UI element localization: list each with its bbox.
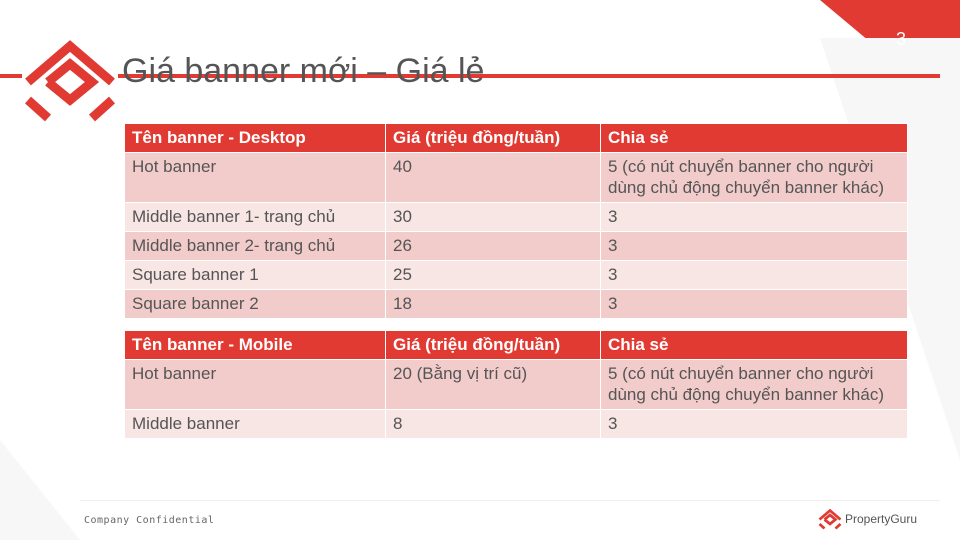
column-header: Giá (triệu đồng/tuần): [386, 331, 601, 360]
column-header: Tên banner - Mobile: [125, 331, 386, 360]
propertyguru-logo-icon: [22, 38, 118, 122]
table-header-row: [125, 331, 908, 360]
banner-name-cell: Middle banner: [125, 410, 386, 439]
footer-brand-logo: [818, 508, 917, 530]
table-row: [125, 203, 908, 232]
price-cell: 30: [386, 203, 601, 232]
banner-name-cell: Middle banner 2- trang chủ: [125, 232, 386, 261]
price-cell: 18: [386, 290, 601, 319]
table-row: [125, 232, 908, 261]
table-row: [125, 290, 908, 319]
desktop-price-table: [124, 123, 908, 319]
banner-name-cell: Square banner 2: [125, 290, 386, 319]
price-cell: 20 (Bằng vị trí cũ): [386, 360, 601, 410]
share-cell: 3: [601, 410, 908, 439]
price-cell: 26: [386, 232, 601, 261]
price-cell: 25: [386, 261, 601, 290]
footer-divider: [80, 500, 940, 501]
mobile-price-table: [124, 330, 908, 439]
column-header: Giá (triệu đồng/tuần): [386, 124, 601, 153]
share-cell: 3: [601, 232, 908, 261]
share-cell: 3: [601, 261, 908, 290]
column-header: Chia sẻ: [601, 331, 908, 360]
propertyguru-small-icon: [818, 508, 842, 530]
banner-name-cell: Hot banner: [125, 153, 386, 203]
price-cell: 8: [386, 410, 601, 439]
price-cell: 40: [386, 153, 601, 203]
banner-name-cell: Middle banner 1- trang chủ: [125, 203, 386, 232]
share-cell: 5 (có nút chuyển banner cho người dùng chủ động chuyển banner khác): [601, 153, 908, 203]
table-row: [125, 153, 908, 203]
share-cell: 3: [601, 203, 908, 232]
share-cell: 3: [601, 290, 908, 319]
table-header-row: [125, 124, 908, 153]
brand-name: PropertyGuru: [845, 512, 918, 526]
table-row: [125, 261, 908, 290]
banner-name-cell: Hot banner: [125, 360, 386, 410]
table-row: [125, 410, 908, 439]
banner-name-cell: Square banner 1: [125, 261, 386, 290]
share-cell: 5 (có nút chuyển banner cho người dùng chủ động chuyển banner khác): [601, 360, 908, 410]
table-row: [125, 360, 908, 410]
column-header: Chia sẻ: [601, 124, 908, 153]
page-number: 3: [895, 29, 906, 49]
footer-confidential: Company Confidential: [84, 515, 215, 526]
column-header: Tên banner - Desktop: [125, 124, 386, 153]
slide-title: Giá banner mới – Giá lẻ: [122, 52, 485, 90]
